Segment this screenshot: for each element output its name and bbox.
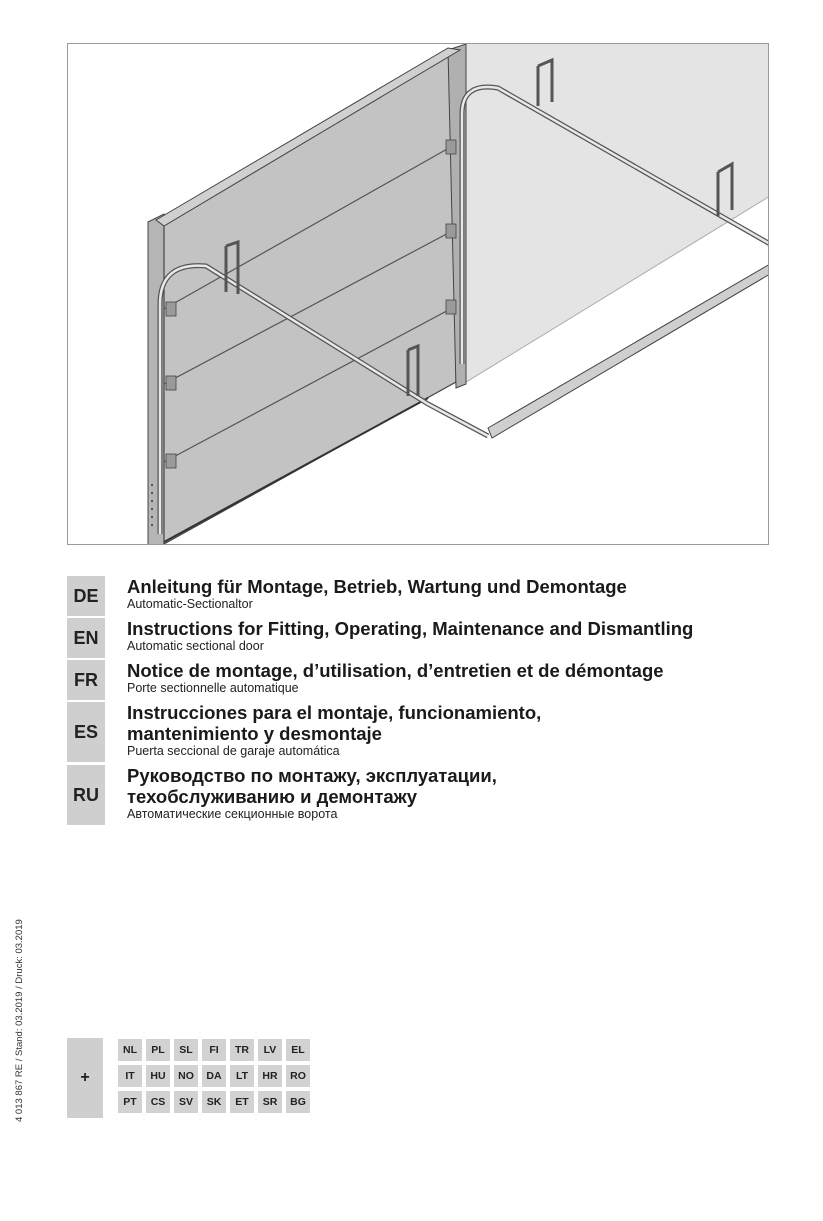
lang-subtitle-fr: Porte sectionnelle automatique [127,681,299,695]
lang-title-es-line1: Instrucciones para el montaje, funcionamiento, [127,702,542,723]
language-code-sv: SV [174,1091,198,1113]
document-code: 4 013 867 RE / Stand: 03.2019 / Druck: 03.2019 [14,919,25,1122]
lang-subtitle-ru: Автоматические секционные ворота [127,807,338,821]
lang-title-en: Instructions for Fitting, Operating, Maintenance and Dismantling [127,618,694,639]
language-grid-row [118,1091,314,1113]
lang-text-ru [127,765,497,822]
lang-subtitle-de: Automatic-Sectionaltor [127,597,253,611]
language-code-sk: SK [202,1091,226,1113]
lang-badge-de: DE [67,576,105,616]
language-code-cs: CS [146,1091,170,1113]
language-code-pt: PT [118,1091,142,1113]
lang-text-de [127,576,627,612]
language-code-lv: LV [258,1039,282,1061]
language-code-bg: BG [286,1091,310,1113]
language-code-no: NO [174,1065,198,1087]
sectional-door-drawing [68,44,769,545]
lang-text-fr [127,660,664,696]
lang-badge-fr: FR [67,660,105,700]
lang-title-de: Anleitung für Montage, Betrieb, Wartung und Demontage [127,576,627,597]
language-grid-row [118,1065,314,1087]
more-languages-badge: + [67,1038,103,1118]
lang-row-fr [67,660,767,700]
language-code-fi: FI [202,1039,226,1061]
language-code-et: ET [230,1091,254,1113]
language-code-it: IT [118,1065,142,1087]
lang-text-es [127,702,541,759]
language-grid-row [118,1039,314,1061]
lang-badge-en: EN [67,618,105,658]
language-code-ro: RO [286,1065,310,1087]
lang-badge-es: ES [67,702,105,762]
language-code-lt: LT [230,1065,254,1087]
lang-title-es-line2: mantenimiento y desmontaje [127,723,382,744]
lang-row-ru [67,765,767,825]
lang-title-ru-line2: техобслуживанию и демонтажу [127,786,418,807]
language-code-el: EL [286,1039,310,1061]
lang-text-en [127,618,693,654]
lang-badge-ru: RU [67,765,105,825]
language-code-tr: TR [230,1039,254,1061]
language-code-hu: HU [146,1065,170,1087]
lang-row-de [67,576,767,616]
language-code-sr: SR [258,1091,282,1113]
lang-subtitle-es: Puerta seccional de garaje automática [127,744,340,758]
language-code-sl: SL [174,1039,198,1061]
lang-row-en [67,618,767,658]
language-code-pl: PL [146,1039,170,1061]
language-code-nl: NL [118,1039,142,1061]
lang-title-ru-line1: Руководство по монтажу, эксплуатации, [127,765,497,786]
lang-title-fr: Notice de montage, d’utilisation, d’entretien et de démontage [127,660,664,681]
language-code-hr: HR [258,1065,282,1087]
lang-subtitle-en: Automatic sectional door [127,639,264,653]
door-illustration [67,43,769,545]
language-code-da: DA [202,1065,226,1087]
lang-row-es [67,702,767,762]
more-languages-grid [118,1039,314,1117]
